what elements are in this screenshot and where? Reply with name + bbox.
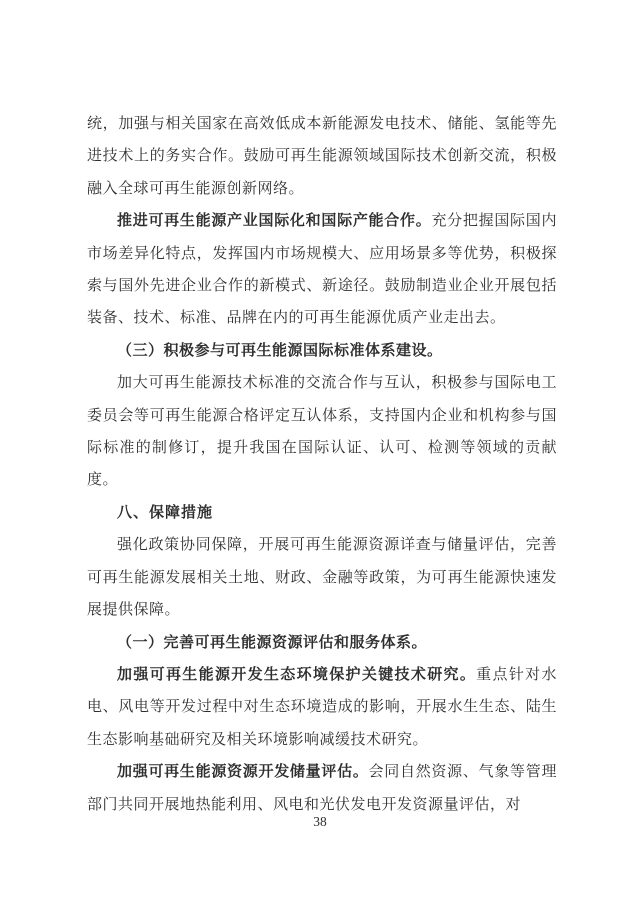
section-heading: （三）积极参与可再生能源国际标准体系建设。 [117,342,443,359]
paragraph: 加强可再生能源开发生态环境保护关键技术研究。重点针对水电、风电等开发过程中对生态环境造成的影响，开展水生生态、陆生生态影响基础研究及相关环境影响减缓技术研究。 [87,666,557,748]
paragraph: 推进可再生能源产业国际化和国际产能合作。充分把握国际国内市场差异化特点，发挥国内市场规模大、应用场景多等优势，积极探索与国外先进企业合作的新模式、新途径。鼓励制造业企业开展包括装备、技术、标准、品牌在内的可再生能源优质产业走出去。 [87,213,557,327]
paragraph: 统，加强与相关国家在高效低成本新能源发电技术、储能、氢能等先进技术上的务实合作。鼓励可再生能源领域国际技术创新交流，积极融入全球可再生能源创新网络。 [87,116,557,197]
paragraph: 加强可再生能源资源开发储量评估。会同自然资源、气象等管理部门共同开展地热能利用、风电和光伏发电开发资源量评估，对 [87,764,557,813]
chapter-heading: 八、保障措施 [117,503,214,521]
paragraph-lead: 推进可再生能源产业国际化和国际产能合作。 [117,213,432,230]
paragraph: 加大可再生能源技术标准的交流合作与互认，积极参与国际电工委员会等可再生能源合格评定互认体系，支持国内企业和机构参与国际标准的制修订，提升我国在国际认证、认可、检测等领域的贡献度。 [87,375,557,489]
paragraph-lead: 加强可再生能源开发生态环境保护关键技术研究。 [117,666,477,683]
page-number: 38 [313,814,327,829]
section-heading: （一）完善可再生能源资源评估和服务体系。 [117,634,428,651]
document-body [87,108,557,821]
paragraph: 强化政策协同保障，开展可再生能源资源详查与储量评估，完善可再生能源发展相关土地、财政、金融等政策，为可再生能源快速发展提供保障。 [87,537,557,619]
paragraph-lead: 加强可再生能源资源开发储量评估。 [117,764,369,781]
